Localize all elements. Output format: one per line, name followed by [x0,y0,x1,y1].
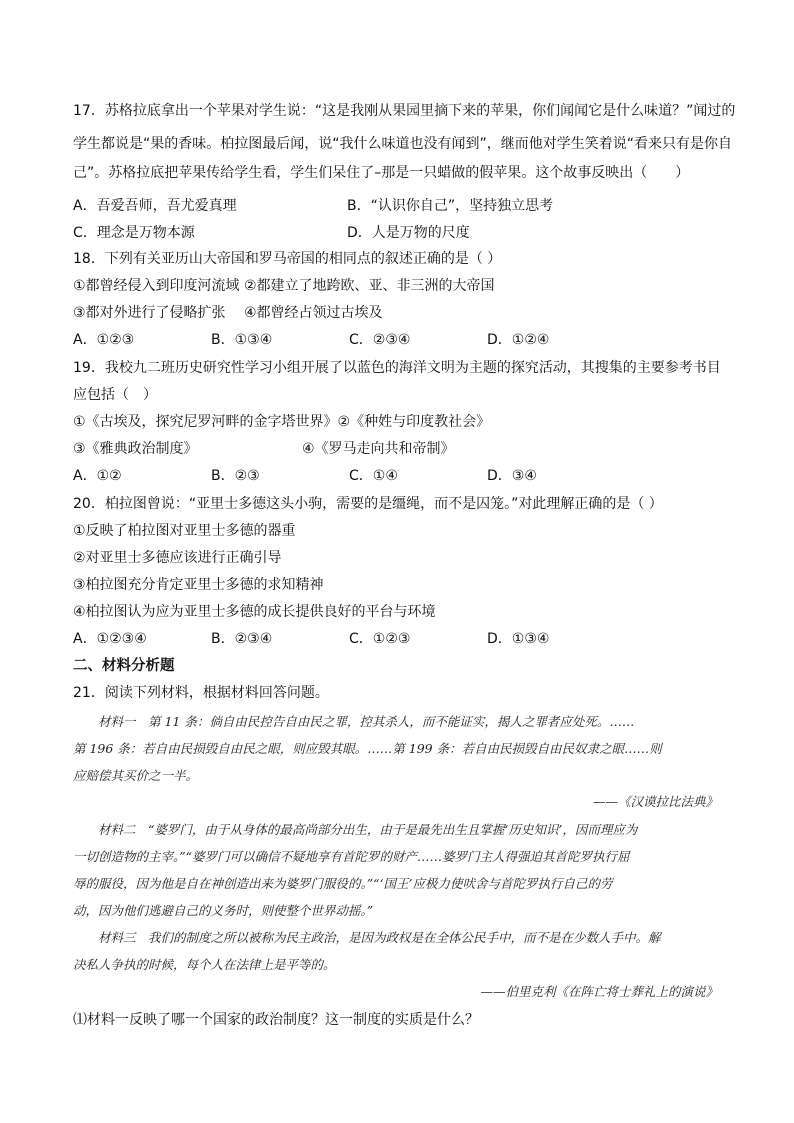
q20-item-4: ④柏拉图认为应为亚里士多德的成长提供良好的平台与环境 [73,604,436,620]
q18-option-d[interactable]: D．①②④ [487,332,550,348]
q17-stem-line-3: 己”。苏格拉底把苹果传给学生看，学生们呆住了–那是一只蜡做的假苹果。这个故事反映出（ ） [73,165,690,181]
q21-material-1-line-3: 应赔偿其买价之一半。 [73,768,199,783]
q20-item-1: ①反映了柏拉图对亚里士多德的器重 [73,523,296,539]
q18-option-a[interactable]: A．①②③ [73,332,135,348]
q18-option-c[interactable]: C．②③④ [349,332,411,348]
q17-stem-line-2: 学生都说是“果的香味。柏拉图最后闻，说“我什么味道也没有闻到”，继而他对学生笑着说“看来只有是你自 [73,136,733,152]
q19-option-c[interactable]: C．①④ [349,468,398,484]
q19-option-d[interactable]: D．③④ [487,468,537,484]
q19-item-4: ④《罗马走向共和帝制》 [302,441,455,457]
q17-option-c[interactable]: C．理念是万物本源 [73,225,195,241]
q20-option-b[interactable]: B．②③④ [211,631,273,647]
q21-stem: 21．阅读下列材料，根据材料回答问题。 [73,685,329,701]
q19-items-1-2: ①《古埃及，探究尼罗河畔的金字塔世界》②《种姓与印度教社会》 [73,414,491,430]
q20-item-3: ③柏拉图充分肯定亚里士多德的求知精神 [73,577,324,593]
q17-option-b[interactable]: B．“认识你自己”，坚持独立思考 [347,198,554,214]
q21-material-2-line-2: 一切创造物的主宰。”“婆罗门可以确信不疑地享有首陀罗的财产……婆罗门主人得强迫其首陀罗执行屈 [73,849,630,864]
q21-material-2-line-1: 材料二 “婆罗门，由于从身体的最高尚部分出生，由于是最先出生且掌握‘历史知识’，因而理应为 [73,822,638,837]
q20-item-2: ②对亚里士多德应该进行正确引导 [73,550,282,566]
q21-material-1-line-1: 材料一 第 11 条：倘自由民控告自由民之罪，控其杀人，而不能证实，揭人之罪者应处死。…… [73,714,635,729]
section-heading: 二、材料分析题 [73,658,175,674]
q21-material-1-line-2: 第 196 条：若自由民损毁自由民之眼，则应毁其眼。……第 199 条：若自由民损毁自由民奴隶之眼……则 [73,741,662,756]
q21-material-3-line-2: 决私人争执的时候，每个人在法律上是平等的。 [73,957,336,972]
q20-option-c[interactable]: C．①②③ [349,631,411,647]
q21-material-3-source: ——伯里克利《在阵亡将士葬礼上的演说》 [480,984,718,999]
q17-stem-line-1: 17．苏格拉底拿出一个苹果对学生说：“这是我刚从果园里摘下来的苹果，你们闻闻它是什么味道？”闻过的 [73,103,736,119]
q19-option-a[interactable]: A．①② [73,468,122,484]
q17-option-d[interactable]: D．人是万物的尺度 [347,225,470,241]
q21-material-1-source: ——《汉谟拉比法典》 [592,794,718,809]
q18-items-1-2: ①都曾经侵入到印度河流域 ②都建立了地跨欧、亚、非三洲的大帝国 [73,278,495,294]
q20-stem: 20．柏拉图曾说：“亚里士多德这头小驹，需要的是缰绳，而不是囚笼。”对此理解正确的是（ ） [73,496,663,512]
q21-material-2-line-4: 动，因为他们逃避自己的义务时，则使整个世界动摇。” [73,903,374,918]
q18-items-3-4: ③都对外进行了侵略扩张 ④都曾经占领过古埃及 [73,305,383,321]
q18-stem: 18．下列有关亚历山大帝国和罗马帝国的相同点的叙述正确的是（ ） [73,251,502,267]
q19-item-3: ③《雅典政治制度》 [73,441,198,457]
q19-stem-line-2: 应包括（ ） [73,387,157,403]
q20-option-d[interactable]: D．①③④ [487,631,550,647]
q20-option-a[interactable]: A．①②③④ [73,631,147,647]
q21-subquestion-1: ⑴材料一反映了哪一个国家的政治制度？这一制度的实质是什么？ [73,1012,479,1028]
q21-material-2-line-3: 辱的服役，因为他是自在神创造出来为婆罗门服役的。”“‘国王’应极力使吠舍与首陀罗执行自己的劳 [73,876,613,891]
q19-stem-line-1: 19．我校九二班历史研究性学习小组开展了以蓝色的海洋文明为主题的探究活动，其搜集的主要参考书目 [73,360,721,376]
q19-option-b[interactable]: B．②③ [211,468,260,484]
q17-option-a[interactable]: A．吾爱吾师，吾尤爱真理 [73,198,237,214]
q18-option-b[interactable]: B．①③④ [211,332,273,348]
q21-material-3-line-1: 材料三 我们的制度之所以被称为民主政治，是因为政权是在全体公民手中，而不是在少数人手中。解 [73,930,661,945]
